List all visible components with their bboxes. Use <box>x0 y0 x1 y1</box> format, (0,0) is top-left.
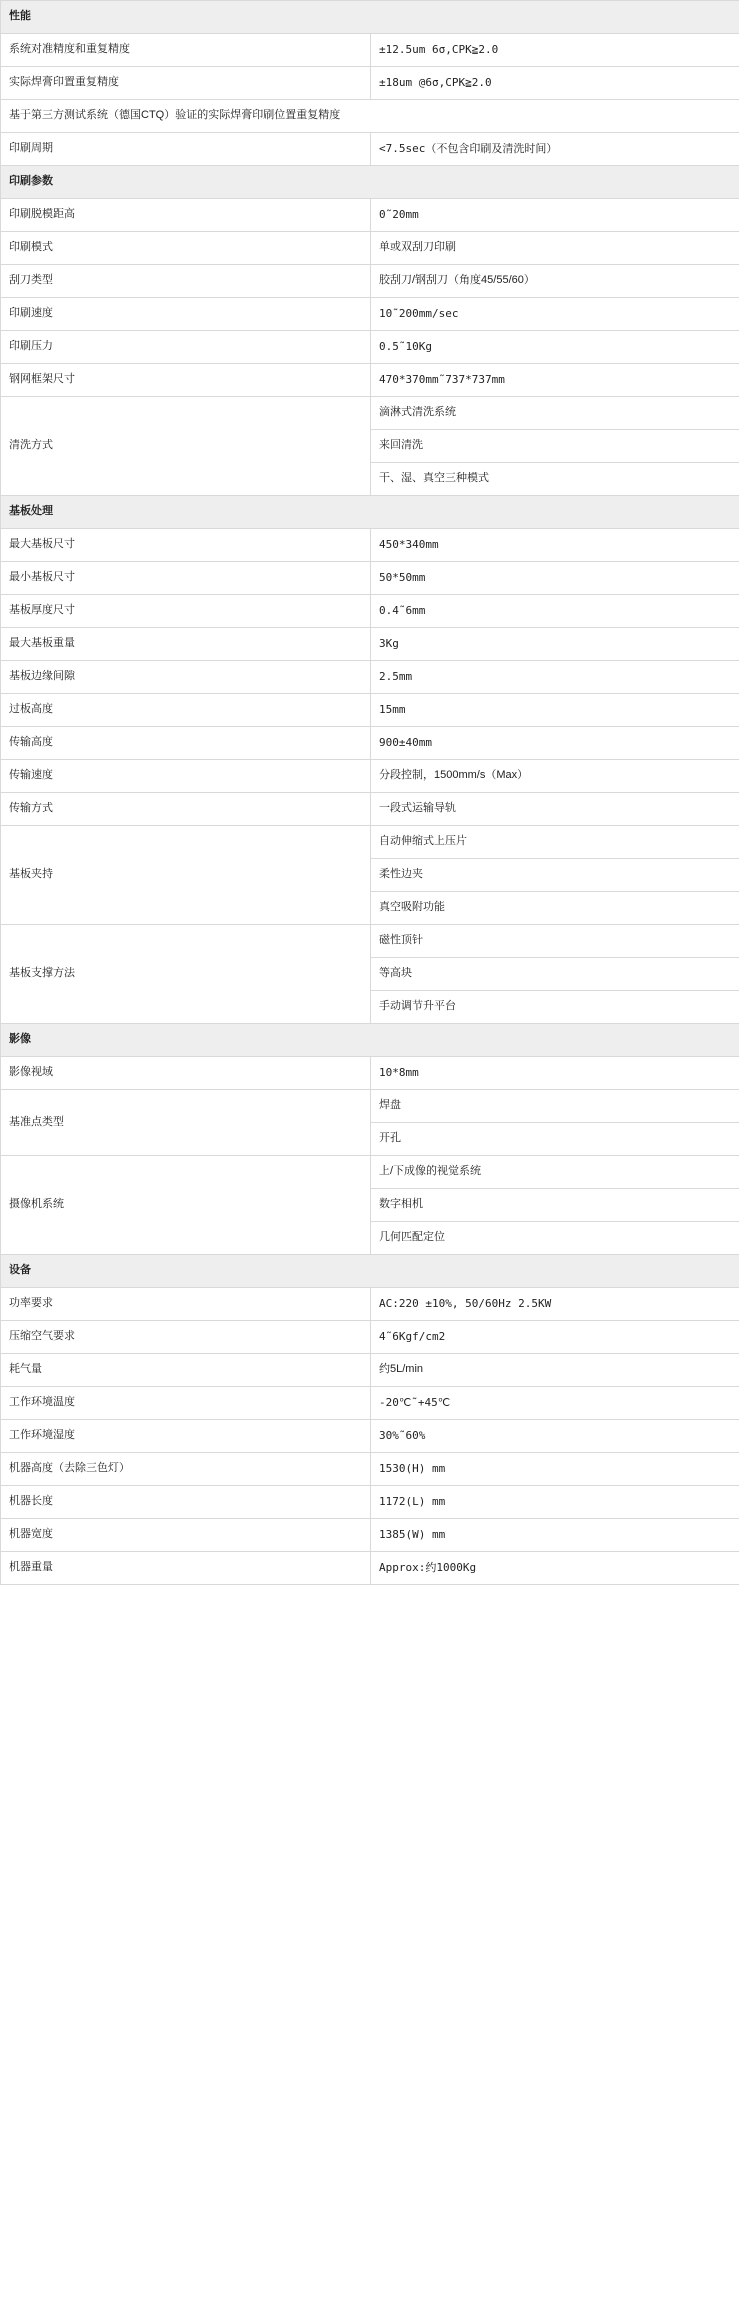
spec-value: 数字相机 <box>371 1189 739 1222</box>
spec-label: 摄像机系统 <box>1 1156 371 1255</box>
spec-label: 印刷模式 <box>1 232 371 265</box>
spec-label: 机器重量 <box>1 1552 371 1585</box>
spec-value: 几何匹配定位 <box>371 1222 739 1255</box>
spec-note: 基于第三方测试系统（德国CTQ）验证的实际焊膏印刷位置重复精度 <box>1 100 739 133</box>
spec-label: 功率要求 <box>1 1288 371 1321</box>
spec-value: 1385(W) mm <box>371 1519 739 1552</box>
spec-value: AC:220 ±10%, 50/60Hz 2.5KW <box>371 1288 739 1321</box>
spec-label: 基板厚度尺寸 <box>1 595 371 628</box>
spec-label: 实际焊膏印置重复精度 <box>1 67 371 100</box>
table-row <box>1 793 739 826</box>
spec-value: 焊盘 <box>371 1090 739 1123</box>
table-row <box>1 595 739 628</box>
spec-value: 1530(H) mm <box>371 1453 739 1486</box>
spec-value: 0˜20mm <box>371 199 739 232</box>
section-title: 性能 <box>1 1 739 34</box>
table-row <box>1 199 739 232</box>
table-row <box>1 1057 739 1090</box>
spec-value: 真空吸附功能 <box>371 892 739 925</box>
table-row <box>1 232 739 265</box>
spec-label: 传输方式 <box>1 793 371 826</box>
table-row <box>1 364 739 397</box>
spec-label: 过板高度 <box>1 694 371 727</box>
spec-value: 30%˜60% <box>371 1420 739 1453</box>
spec-value: 15mm <box>371 694 739 727</box>
spec-value: 一段式运输导轨 <box>371 793 739 826</box>
spec-value: 约5L/min <box>371 1354 739 1387</box>
spec-label: 印刷周期 <box>1 133 371 166</box>
table-row <box>1 1420 739 1453</box>
table-row <box>1 694 739 727</box>
spec-label: 基板夹持 <box>1 826 371 925</box>
spec-label: 钢网框架尺寸 <box>1 364 371 397</box>
spec-value: 3Kg <box>371 628 739 661</box>
table-row <box>1 100 739 133</box>
table-row <box>1 1288 739 1321</box>
specification-table-body <box>1 1 739 1585</box>
table-row <box>1 265 739 298</box>
spec-value: 450*340mm <box>371 529 739 562</box>
spec-value: <7.5sec（不包含印刷及清洗时间） <box>371 133 739 166</box>
table-row <box>1 1519 739 1552</box>
spec-label: 机器高度（去除三色灯） <box>1 1453 371 1486</box>
section-header-row <box>1 1255 739 1288</box>
spec-value: 2.5mm <box>371 661 739 694</box>
spec-label: 清洗方式 <box>1 397 371 496</box>
spec-value: 单或双刮刀印刷 <box>371 232 739 265</box>
spec-label: 系统对准精度和重复精度 <box>1 34 371 67</box>
spec-value: 0.5˜10Kg <box>371 331 739 364</box>
spec-value: -20℃˜+45℃ <box>371 1387 739 1420</box>
table-row <box>1 1354 739 1387</box>
table-row <box>1 34 739 67</box>
spec-label: 基板边缘间隙 <box>1 661 371 694</box>
spec-label: 印刷压力 <box>1 331 371 364</box>
spec-label: 影像视域 <box>1 1057 371 1090</box>
spec-value: ±18um @6σ,CPK≧2.0 <box>371 67 739 100</box>
table-row <box>1 628 739 661</box>
spec-label: 印刷脱模距高 <box>1 199 371 232</box>
spec-value: 滴淋式清洗系统 <box>371 397 739 430</box>
spec-value: 10˜200mm/sec <box>371 298 739 331</box>
spec-value: 4˜6Kgf/cm2 <box>371 1321 739 1354</box>
spec-value: 50*50mm <box>371 562 739 595</box>
spec-label: 基准点类型 <box>1 1090 371 1156</box>
spec-label: 刮刀类型 <box>1 265 371 298</box>
table-row <box>1 67 739 100</box>
spec-value: 磁性顶针 <box>371 925 739 958</box>
table-row <box>1 298 739 331</box>
spec-value: 分段控制，1500mm/s（Max） <box>371 760 739 793</box>
spec-label: 耗气量 <box>1 1354 371 1387</box>
spec-value: ±12.5um 6σ,CPK≧2.0 <box>371 34 739 67</box>
spec-value: 1172(L) mm <box>371 1486 739 1519</box>
spec-label: 压缩空气要求 <box>1 1321 371 1354</box>
spec-label: 机器宽度 <box>1 1519 371 1552</box>
table-row <box>1 397 739 430</box>
table-row <box>1 1486 739 1519</box>
table-row <box>1 661 739 694</box>
table-row <box>1 1552 739 1585</box>
table-row <box>1 1090 739 1123</box>
section-title: 基板处理 <box>1 496 739 529</box>
spec-label: 印刷速度 <box>1 298 371 331</box>
spec-label: 最小基板尺寸 <box>1 562 371 595</box>
spec-value: 干、湿、真空三种模式 <box>371 463 739 496</box>
table-row <box>1 562 739 595</box>
spec-label: 传输高度 <box>1 727 371 760</box>
table-row <box>1 529 739 562</box>
spec-value: 0.4˜6mm <box>371 595 739 628</box>
table-row <box>1 331 739 364</box>
section-header-row <box>1 496 739 529</box>
spec-value: 来回清洗 <box>371 430 739 463</box>
table-row <box>1 133 739 166</box>
spec-value: 900±40mm <box>371 727 739 760</box>
section-header-row <box>1 1024 739 1057</box>
spec-label: 工作环境温度 <box>1 1387 371 1420</box>
section-title: 设备 <box>1 1255 739 1288</box>
spec-value: 胶刮刀/钢刮刀（角度45/55/60） <box>371 265 739 298</box>
spec-label: 最大基板尺寸 <box>1 529 371 562</box>
spec-label: 工作环境湿度 <box>1 1420 371 1453</box>
table-row <box>1 1387 739 1420</box>
table-row <box>1 1453 739 1486</box>
section-title: 印刷参数 <box>1 166 739 199</box>
spec-value: 柔性边夹 <box>371 859 739 892</box>
table-row <box>1 826 739 859</box>
spec-label: 基板支撑方法 <box>1 925 371 1024</box>
table-row <box>1 1156 739 1189</box>
spec-label: 传输速度 <box>1 760 371 793</box>
spec-value: 470*370mm˜737*737mm <box>371 364 739 397</box>
table-row <box>1 760 739 793</box>
spec-value: 等高块 <box>371 958 739 991</box>
table-row <box>1 727 739 760</box>
section-title: 影像 <box>1 1024 739 1057</box>
section-header-row <box>1 166 739 199</box>
spec-value: 10*8mm <box>371 1057 739 1090</box>
spec-value: 手动调节升平台 <box>371 991 739 1024</box>
spec-value: 上/下成像的视觉系统 <box>371 1156 739 1189</box>
table-row <box>1 1321 739 1354</box>
table-row <box>1 925 739 958</box>
spec-label: 最大基板重量 <box>1 628 371 661</box>
spec-label: 机器长度 <box>1 1486 371 1519</box>
section-header-row <box>1 1 739 34</box>
spec-value: 开孔 <box>371 1123 739 1156</box>
spec-value: 自动伸缩式上压片 <box>371 826 739 859</box>
spec-value: Approx:约1000Kg <box>371 1552 739 1585</box>
